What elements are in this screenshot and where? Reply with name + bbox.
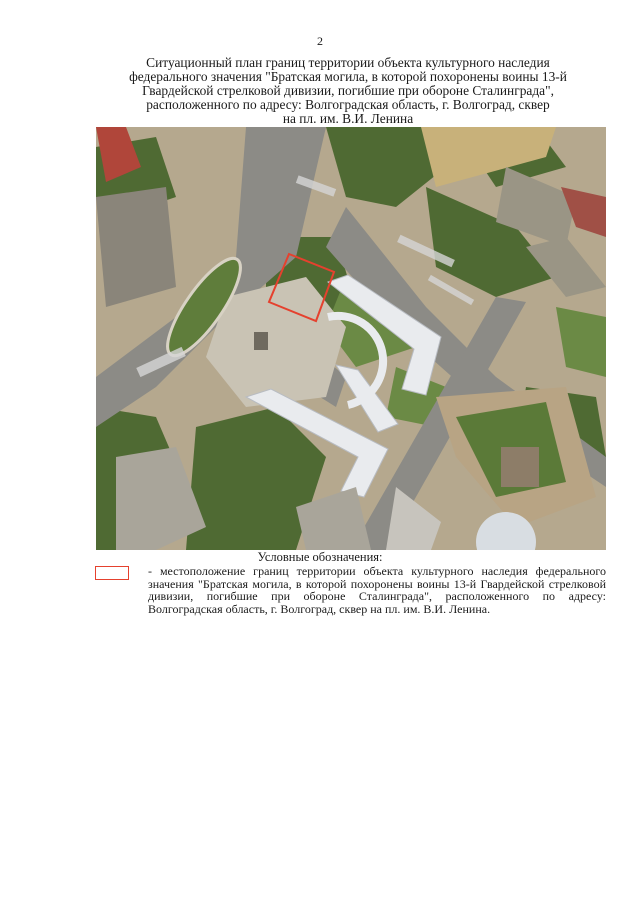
title-line: Гвардейской стрелковой дивизии, погибшие при обороне Сталинграда",: [142, 83, 554, 98]
title-line: расположенного по адресу: Волгоградская область, г. Волгоград, сквер: [146, 97, 550, 112]
title-line: федерального значения "Братская могила, в которой похоронены воины 13-й: [129, 69, 567, 84]
legend-boundary-swatch: [95, 566, 129, 580]
legend-heading: Условные обозначения:: [257, 550, 383, 564]
map-canvas: [96, 127, 606, 550]
title-line: Ситуационный план границ территории объекта культурного наследия: [146, 55, 550, 70]
legend-item-text: - местоположение границ территории объекта культурного наследия федерального значения "Братская могила, в которой похоронены воины 13-й Гвардейской стрелковой дивизии, погибшие при обороне Сталинграда", расположенного по адресу: Волгоградская область, г. Волгоград, сквер на пл. им. В.И. Ленина.: [148, 564, 606, 616]
satellite-map[interactable]: [96, 127, 606, 550]
title-line: на пл. им. В.И. Ленина: [282, 111, 414, 126]
page-title: [92, 56, 604, 126]
monument: [254, 332, 268, 350]
page-number: 2: [317, 34, 323, 48]
